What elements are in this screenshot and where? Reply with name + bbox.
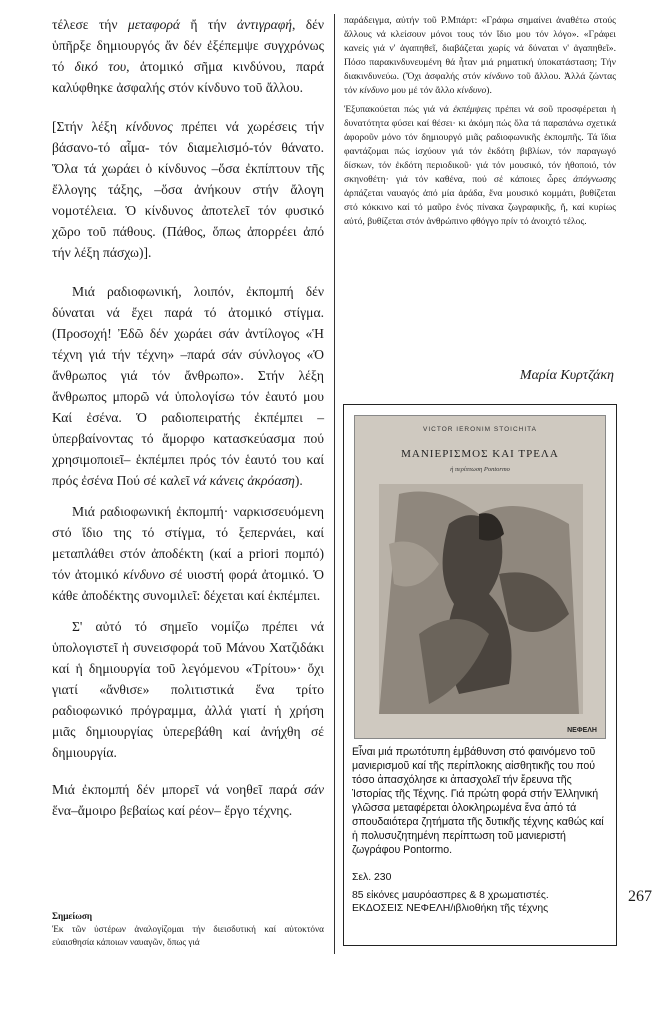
left-paragraph-3: Μιά ραδιοφωνική, λοιπόν, ἐκπομπή δέν δύναται νά ἔχει παρά τό ἀτομικό στίγμα. (Προσοχή! Ἐδῶ δέν χωράει σάν ἀντίλογος «Ἡ τέχνη γιά τήν τέχνη» –παρά σάν σύνλογος «Ὁ ἄνθρωπος γιά τόν ἄνθρωπο». Στήν λέξη ἄνθρωπος μπορῶ νά ὑπολογίσω τόν ἑαυτό μου Καί ἐσένα. Ὁ ραδιοπειρατής ἐκπέμπει –ὑπερβαίνοντας τό ἄμορφο κατασκεύασμα πού χρησιμοποιεῖ– ἐκπέμπει πρός τόν ἑαυτό του καί πρός ἐσένα Πού σέ καλεῖ νά κάνεις ἀκρόαση). [52, 284, 324, 488]
page-number: 267 [628, 888, 652, 905]
column-divider [334, 14, 335, 954]
footnote-title: Σημείωση [52, 911, 93, 921]
right-column [344, 14, 616, 235]
left-paragraph-1: τέλεσε τήν μεταφορά ἤ τήν ἀντιγραφή, δέν ὑπῆρξε δημιουργός ἄν δέν ἐξέπεμψε συγχρόνως τό δικό του, ἀτομικό σῆμα κινδύνου, παρά καλύφθηκε ἀσφαλής στόν κίνδυνο τοῦ ἄλλου. [52, 17, 324, 95]
right-paragraph-1: παράδειγμα, αὐτήν τοῦ Ρ.Μπάρτ: «Γράφω σημαίνει ἀναθέτω στούς ἄλλους νά κλείσουν μόνοι τους τόν ἴδιο μου τόν λόγο». «Γράφει κανείς γιά ν' ἀγαπηθεῖ, διαβάζεται χωρίς νά δύναται ν' ἀγαπηθεῖ». Πόσο παρακινδυνευμένη θά ἦταν μιά ρηματική ὑποκατάσταση; Τήν διακινδυνεύω. (Ὄχι ἀσφαλής στόν κίνδυνο τοῦ ἄλλου. Ἀλλά ζώντας τόν κίνδυνο μου μέ τόν ἄλλο κίνδυνο). [344, 15, 616, 96]
cover-painting [379, 484, 583, 714]
left-column [52, 14, 324, 831]
book-publisher: ΕΚΔΟΣΕΙΣ ΝΕΦΕΛΗ/ιβλιοθήκη τῆς τέχνης [352, 903, 549, 914]
cover-title: ΜΑΝΙΕΡΙΣΜΟΣ ΚΑΙ ΤΡΕΛΑ [401, 448, 559, 460]
left-paragraph-4: Μιά ραδιοφωνική ἐκπομπή· ναρκισσευόμενη στό ἴδιο της τό στίγμα, τό ξεπερνάει, καί μεταπλάθει στόν ἀποδέκτη (καί a priori πομπό) τόν ἀτομικό κίνδυνο σέ υιοστή φορά ἀτομικό. Ὁ κάθε ἀποδέκτης συνομιλεῖ: δέχεται καί ἐκπέμπει. [52, 504, 324, 603]
footnote-text: Ἐκ τῶν ὑστέρων ἀναλογίζομαι τήν διεισδυτική καί αὐτοκτόνα εὐαισθησία κάποιων ναυαγῶν, ὅπως γιά [52, 924, 324, 947]
left-paragraph-5: Σ' αὐτό τό σημεῖο νομίζω πρέπει νά ὑπολογιστεῖ ἡ συνεισφορά τοῦ Μάνου Χατζιδάκι καί ἡ δημιουργία τοῦ λεγόμενου «Τρίτου»· ὄχι γιατί «ἄνθισε» πολιτιστικά ἕνα τρίτο ραδιοφωνικό πρόγραμμα, ἀλλά γιατί ἡ χρήση μιᾶς δημιουργίας ὑπερεβάθη καί ἀνήχθη σέ δημιουργία. [52, 619, 324, 760]
book-details [352, 871, 610, 916]
book-description: Εἶναι μιά πρωτότυπη ἐμβάθυνση στό φαινόμενο τοῦ μανιερισμοῦ καί τῆς περίπλοκης αἰσθητικῆς του πού τόσο ἀπασχόλησε κι ἀπασχολεῖ τήν ἔρευνα τῆς Ἱστορίας τῆς Τέχνης. Γιά πρώτη φορά στήν Ἑλληνική γλῶσσα μεταφέρεται ὁλοκληρωμένα ἕνα ἀπό τά σπουδαιότερα ζητήματα τῆς δυτικῆς τέχνης καθώς καί ἡ πολυσυζητημένη περίπτωση τοῦ μανιεριστή ζωγράφου Pontormo. [352, 746, 604, 856]
author-signature: Μαρία Κυρτζάκη [519, 368, 614, 383]
cover-subtitle: ἡ περίπτωση Pontormo [450, 466, 510, 473]
right-paragraph-2: Ἐξυπακούεται πώς γιά νά ἐκπέμψεις πρέπει νά σοῦ προσφέρεται ἡ δυνατότητα φύσει καί θέσει· κι ἀκόμη πώς ὅλα τά παραπάνω σχετικά ἀφοροῦν μόνο τόν δημιουργό μιᾶς ραδιοφωνικῆς ἐκπομπῆς. Τά ἴδια φαντάζομαι πώς ἰσχύουν γιά τόν ἐκδότη βιβλίων, τόν παραγωγό δίσκων, τόν ἐκδότη περιοδικοῦ· γιά τόν μουσικό, τόν ἠθοποιό, τόν σκηνοθέτη· γιά τόν καθένα, πού σέ κάποιες ὧρες ἀπόγνωσης ἁρπάζεται ναυαγός ἀπό μία ἀράδα, ἕνα μουσικό κομμάτι, βυθίζεται στό κόκκινο καί τό μαῦρο ἑνός πίνακα ζωγραφικῆς, ἤ, καί κυρίως αὐτό, βυθίζεται στόν ἀνθρώπινο φθόγγο πρίν τό ἀνοιχτό τέλος. [344, 104, 617, 227]
footnote [52, 910, 324, 949]
publisher-logo: ΝΕΦΕΛΗ [567, 727, 597, 734]
book-advertisement [343, 404, 617, 946]
book-cover-image [354, 415, 606, 739]
book-illustrations: 85 εἰκόνες μαυρόασπρες & 8 χρωματιστές. [352, 889, 549, 901]
left-paragraph-6: Μιά ἐκπομπή δέν μπορεῖ νά νοηθεῖ παρά σάν ἕνα–ἄμοιρο βεβαίως καί ρέον– ἔργο τέχνης. [52, 782, 324, 818]
cover-author: VICTOR IERONIM STOICHITA [423, 426, 537, 433]
book-pages: Σελ. 230 [352, 872, 392, 883]
left-paragraph-2: [Στήν λέξη κίνδυνος πρέπει νά χωρέσεις τήν βάσανο-τό αἷμα- τόν διαμελισμό-τόν θάνατο. Ὅλα τά χωράει ὁ κίνδυνος –ὅσα ἐκπίπτουν τῆς ἔλλογης τάξης, –ὅσα ἀνήκουν στήν ἄλογη νομοτέλεια. Ὁ κίνδυνος ἀποτελεῖ τόν φυσικό χῶρο τοῦ πάθους. (Πάθος, ὅπως ἀπορρέει ἀπό τήν λέξη πάσχω)]. [52, 119, 324, 260]
